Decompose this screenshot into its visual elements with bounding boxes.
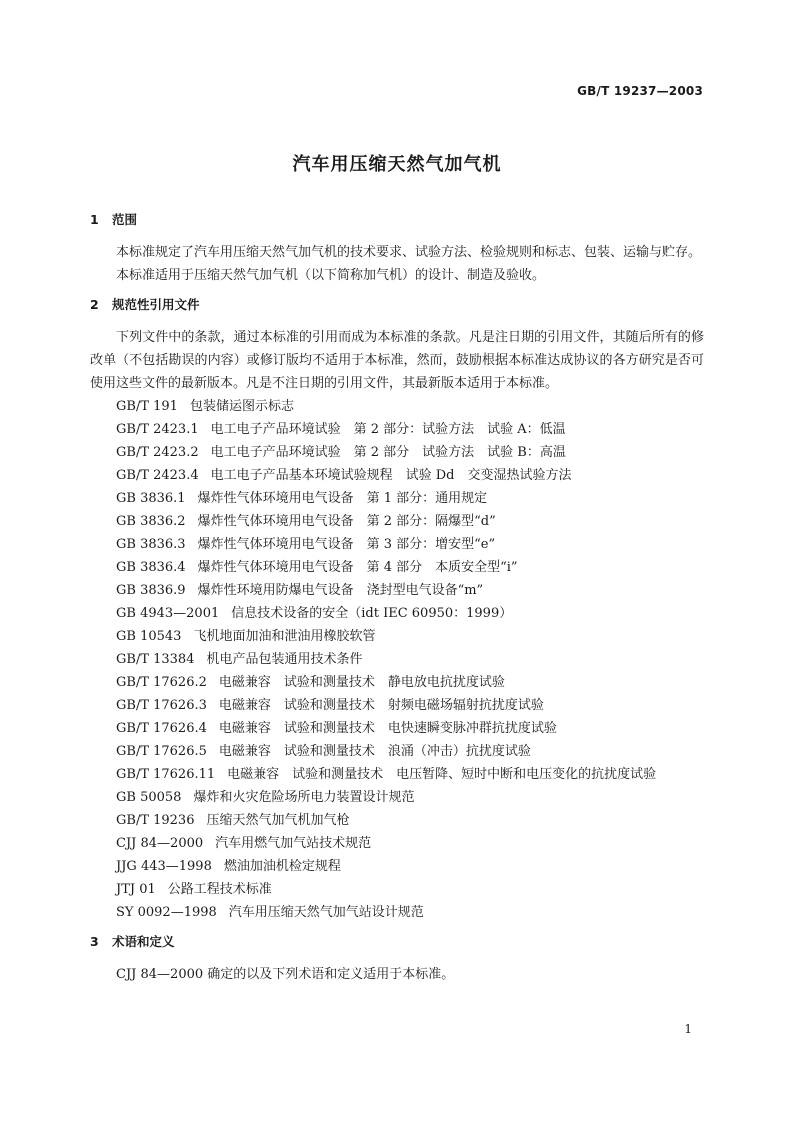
reference-code: JTJ 01 [116, 882, 156, 897]
reference-title: 电磁兼容 试验和测量技术 静电放电抗扰度试验 [218, 675, 505, 690]
reference-code: GB 3836.2 [116, 514, 186, 529]
reference-title: 爆炸性气体环境用电气设备 第 1 部分：通用规定 [197, 491, 488, 506]
reference-code: GB 4943—2001 [116, 606, 220, 621]
reference-code: GB/T 13384 [116, 652, 195, 667]
reference-code: SY 0092—1998 [116, 905, 217, 920]
reference-item [90, 878, 704, 901]
scope-paragraph-2: 本标准适用于压缩天然气加气机（以下简称加气机）的设计、制造及验收。 [116, 268, 546, 283]
reference-code: GB/T 17626.3 [116, 698, 207, 713]
terms-paragraph: CJJ 84—2000 确定的以及下列术语和定义适用于本标准。 [116, 967, 455, 982]
reference-code: GB/T 2423.2 [116, 445, 199, 460]
reference-title: 爆炸和火灾危险场所电力装置设计规范 [193, 790, 415, 805]
reference-item [90, 855, 704, 878]
reference-title: 爆炸性气体环境用电气设备 第 4 部分 本质安全型“i” [197, 560, 518, 575]
reference-code: GB/T 17626.2 [116, 675, 207, 690]
document-title: 汽车用压缩天然气加气机 [292, 154, 502, 175]
reference-title: 爆炸性环境用防爆电气设备 浇封型电气设备“m” [197, 583, 484, 598]
reference-item [90, 717, 704, 740]
reference-title: 包装储运图示标志 [189, 399, 294, 414]
reference-code: GB/T 2423.4 [116, 468, 199, 483]
reference-item [90, 487, 704, 510]
reference-code: GB/T 2423.1 [116, 422, 199, 437]
reference-item [90, 441, 704, 464]
reference-title: 爆炸性气体环境用电气设备 第 3 部分：增安型“e” [197, 537, 496, 552]
reference-title: 信息技术设备的安全（idt IEC 60950：1999） [231, 606, 513, 621]
reference-title: 汽车用压缩天然气加气站设计规范 [228, 905, 424, 920]
reference-item [90, 901, 704, 924]
reference-title: 电工电子产品环境试验 第 2 部分 试验方法 试验 B：高温 [210, 445, 566, 460]
section-1-heading [90, 208, 704, 231]
section-3-heading [90, 930, 704, 953]
reference-code: GB/T 17626.5 [116, 744, 207, 759]
reference-item [90, 809, 704, 832]
standard-code: GB/T 19237—2003 [577, 84, 703, 98]
reference-title: 电磁兼容 试验和测量技术 电压暂降、短时中断和电压变化的抗扰度试验 [227, 767, 657, 782]
reference-item [90, 694, 704, 717]
reference-code: GB 3836.9 [116, 583, 186, 598]
reference-code: GB 3836.1 [116, 491, 186, 506]
reference-item [90, 395, 704, 418]
reference-item [90, 832, 704, 855]
reference-title: 电工电子产品环境试验 第 2 部分：试验方法 试验 A：低温 [210, 422, 566, 437]
reference-title: 电磁兼容 试验和测量技术 射频电磁场辐射抗扰度试验 [218, 698, 544, 713]
reference-list [90, 395, 704, 924]
reference-code: GB/T 17626.11 [116, 767, 216, 782]
reference-item [90, 625, 704, 648]
reference-item [90, 602, 704, 625]
reference-title: 爆炸性气体环境用电气设备 第 2 部分：隔爆型“d” [197, 514, 496, 529]
section-number: 3 [90, 934, 99, 949]
section-number: 1 [90, 212, 99, 227]
reference-title: 电磁兼容 试验和测量技术 浪涌（冲击）抗扰度试验 [218, 744, 531, 759]
reference-code: GB 3836.3 [116, 537, 186, 552]
reference-item [90, 510, 704, 533]
section-2-heading [90, 293, 704, 316]
document-body [90, 208, 704, 986]
reference-title: 电磁兼容 试验和测量技术 电快速瞬变脉冲群抗扰度试验 [218, 721, 557, 736]
reference-code: GB 3836.4 [116, 560, 186, 575]
reference-item [90, 740, 704, 763]
reference-code: GB/T 191 [116, 399, 178, 414]
reference-code: GB/T 17626.4 [116, 721, 207, 736]
reference-code: GB 50058 [116, 790, 182, 805]
section-title: 范围 [112, 212, 138, 227]
reference-item [90, 786, 704, 809]
reference-item [90, 763, 704, 786]
reference-title: 电工电子产品基本环境试验规程 试验 Dd 交变湿热试验方法 [210, 468, 572, 483]
reference-title: 机电产品包装通用技术条件 [206, 652, 363, 667]
reference-code: GB 10543 [116, 629, 182, 644]
reference-item [90, 418, 704, 441]
reference-item [90, 579, 704, 602]
reference-title: 压缩天然气加气机加气枪 [206, 813, 350, 828]
page-number: 1 [684, 1022, 692, 1036]
reference-item [90, 648, 704, 671]
reference-title: 燃油加油机检定规程 [223, 859, 341, 874]
scope-paragraph-1: 本标准规定了汽车用压缩天然气加气机的技术要求、试验方法、检验规则和标志、包装、运输与贮存。 [116, 245, 702, 260]
reference-code: GB/T 19236 [116, 813, 195, 828]
section-number: 2 [90, 297, 99, 312]
reference-item [90, 671, 704, 694]
reference-code: JJG 443—1998 [116, 859, 212, 874]
reference-title: 汽车用燃气加气站技术规范 [215, 836, 372, 851]
section-title: 术语和定义 [112, 934, 175, 949]
reference-item [90, 533, 704, 556]
reference-title: 飞机地面加油和泄油用橡胶软管 [193, 629, 376, 644]
reference-code: CJJ 84—2000 [116, 836, 204, 851]
reference-item [90, 556, 704, 579]
references-intro: 下列文件中的条款，通过本标准的引用而成为本标准的条款。凡是注日期的引用文件，其随后所有的修改单（不包括勘误的内容）或修订版均不适用于本标准，然而，鼓励根据本标准达成协议的各方研究是否可使用这些文件的最新版本。凡是不注日期的引用文件，其最新版本适用于本标准。 [90, 330, 704, 391]
reference-item [90, 464, 704, 487]
section-title: 规范性引用文件 [112, 297, 200, 312]
reference-title: 公路工程技术标准 [167, 882, 272, 897]
